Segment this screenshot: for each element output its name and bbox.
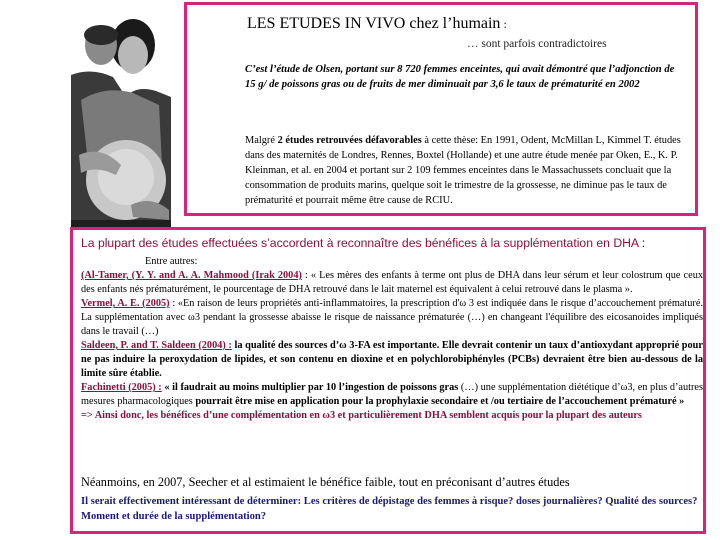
bottom-frame [70, 227, 706, 534]
slide-subtitle: … sont parfois contradictoires [467, 38, 607, 50]
references-block [81, 255, 703, 423]
reference-al-tamer: (Al-Tamer, (Y. Y. and A. A. Mahmood (Irak 2004) : « Les mères des enfants à terme ont plus de DHA dans leur sérum et leur colostrum que ceux des enfants nés prématurément, le pourcentage de DHA retrouvé dans le lait maternel est équivalent à celui retrouvé dans le plasma ». [81, 270, 703, 295]
reference-fachinetti: Fachinetti (2005) : « il faudrait au moins multiplier par 10 l’ingestion de poissons gras (…) une supplémentation diététique d’ω3, en plus d’autres mesures pharmacologiques pourrait être mise en application pour la prophylaxie secondaire et /ou tertiaire de l’accouchement prématuré » [81, 382, 704, 407]
section-heading: La plupart des études effectuées s’accordent à reconnaître des bénéfices à la supplémentation en DHA : [81, 236, 646, 250]
reference-vermel: Vermel, A. E. (2005) : «En raison de leurs propriétés anti-inflammatoires, la prescription d'ω 3 est indiquée dans le risque d’accouchement prématuré. La supplémentation avec ω3 pendant la grossesse abaisse le risque de naissance prématurée (…) en changeant l'équilibre des eicosanoides impliqués dans le travail (…) [81, 298, 703, 337]
entre-autres-label: Entre autres: [145, 256, 198, 267]
slide-title: LES ETUDES IN VIVO chez l’humain : [247, 15, 507, 32]
malgre-paragraph: Malgré 2 études retrouvées défavorables à cette thèse: En 1991, Odent, McMillan L, Kimmel T. études dans des maternités de Londres, Rennes, Boxtel (Hollande) et une autre étude menée par Oken, E., K. P. Kleinman, et al. en 2004 et portant sur 2 109 femmes enceintes dans le Massachussets concluait que la consommation de produits marins, quelque soit le trimestre de la grossesse, ne diminue pas le taux de prématurité et pourrait même être cause de RCIU. [245, 135, 681, 206]
neanmoins-text: Néanmoins, en 2007, Seecher et al estimaient le bénéfice faible, tout en préconisant d’autres études [81, 475, 570, 489]
olsen-paragraph: C’est l’étude de Olsen, portant sur 8 720 femmes enceintes, qui avait démontré que l’adjonction de 15 g/ de poissons gras ou de fruits de mer diminuait par 3,6 le taux de prématurité en 2002 [245, 64, 675, 90]
reference-saldeen: Saldeen, P. and T. Saldeen (2004) : la qualité des sources d’ω 3-FA est importante. Elle devrait contenir un taux d’antioxydant approprié pour ne pas induire la peroxydation de lipides, et son contenu en dioxine et en polychlorobiphényles (PCBs) devraient être bien au-dessous de la limite sûre établie. [81, 340, 703, 379]
top-frame [184, 2, 698, 216]
question-text: Il serait effectivement intéressant de déterminer: Les critères de dépistage des femmes à risque? doses journalières? Qualité des sources? Moment et durée de la supplémentation? [81, 496, 698, 522]
conclusion-text: => Ainsi donc, les bénéfices d’une complémentation en ω3 et particulièrement DHA semblent acquis pour la plupart des auteurs [81, 410, 642, 421]
